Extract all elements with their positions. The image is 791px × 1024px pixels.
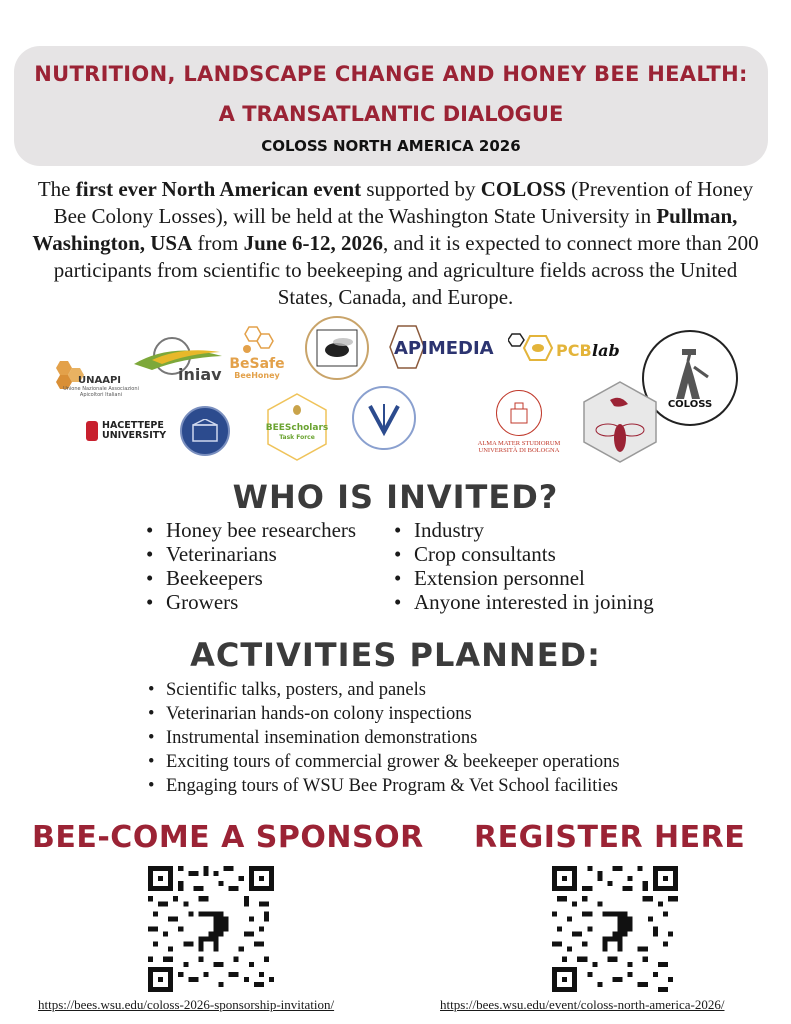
list-item: • Beekeepers [142,566,356,590]
list-item: • Extension personnel [390,566,654,590]
logo-beescholars [264,392,330,462]
logo-besafe-text: BeSafe [229,355,285,372]
logo-besafe [226,318,288,386]
logo-coloss-text: COLOSS [667,398,713,410]
sponsor-heading: BEE-COME A SPONSOR [32,820,424,855]
hacettepe-emblem-icon [86,421,98,441]
sponsor-qr-code[interactable] [148,866,274,992]
svg-text:BEEScholars: BEEScholars [265,423,329,433]
logo-hacettepe-text: HACETTEPE [102,420,164,431]
list-item: • Engaging tours of WSU Bee Program & Vet School facilities [146,774,620,798]
invited-list-col1 [142,518,356,614]
list-item: • Industry [390,518,654,542]
sponsor-link[interactable]: https://bees.wsu.edu/coloss-2026-sponsorship-invitation/ [38,997,335,1012]
logo-unaapi-sub: Unione Nazionale Associazioni Apicoltori Italiani [63,385,139,398]
activities-heading: ACTIVITIES PLANNED: [190,636,601,674]
list-item: • Honey bee researchers [142,518,356,542]
logo-apimedia [384,324,504,370]
event-title-line2: A TRANSATLANTIC DIALOGUE [218,102,564,126]
logo-bologna [474,382,564,462]
intro-bold-coloss: COLOSS [480,177,566,201]
intro-text: supported by [361,177,481,201]
intro-paragraph [24,176,767,311]
intro-text: (Prevention of Honey Bee Colony Losses), will be held at the Washington State University in [53,177,754,228]
partner-logos [40,310,780,470]
activities-list [146,678,620,798]
list-item: • Instrumental insemination demonstrations [146,726,620,750]
logo-bologna-sub: UNIVERSITÀ DI BOLOGNA [478,447,560,454]
list-item: • Growers [142,590,356,614]
header-banner [14,46,768,166]
logo-pcblab [508,330,628,364]
logo-veterinary-faculty [352,386,416,450]
intro-bold-event: first ever North American event [75,177,362,201]
bologna-seal-icon [496,390,542,436]
intro-text: , and it is expected to connect more than 200 participants from scientific to beekeeping and agriculture fields across the United States, Canada, and Europe. [53,231,759,309]
svg-text:iniav: iniav [178,365,222,384]
logo-bologna-text: ALMA MATER STUDIORUM [477,440,561,447]
colossus-statue-icon [660,347,720,403]
invited-list-col2 [390,518,654,614]
intro-bold-dates: June 6-12, 2026 [243,231,384,255]
event-subtitle: COLOSS NORTH AMERICA 2026 [261,137,521,155]
hexagon-bee-icon [237,325,277,357]
logo-hacettepe [86,416,176,446]
logo-university-zagreb [180,406,230,456]
intro-text: The [37,177,76,201]
logo-iniav [132,334,224,384]
svg-text:Task Force: Task Force [279,434,315,441]
list-item: • Scientific talks, posters, and panels [146,678,620,702]
list-item: • Anyone interested in joining [390,590,654,614]
logo-hacettepe-sub: UNIVERSITY [102,430,167,441]
logo-unaapi-text: UNAAPI [78,374,122,386]
event-title-line1: NUTRITION, LANDSCAPE CHANGE AND HONEY BEE HEALTH: [34,62,748,86]
register-link[interactable]: https://bees.wsu.edu/event/coloss-north-america-2026/ [440,997,725,1012]
list-item: • Veterinarians [142,542,356,566]
register-qr-code[interactable] [552,866,678,992]
register-heading: REGISTER HERE [474,820,746,855]
intro-text: from [192,231,244,255]
list-item: • Exciting tours of commercial grower & beekeeper operations [146,750,620,774]
logo-wa-beekeepers [305,316,369,380]
invited-heading: WHO IS INVITED? [232,478,559,516]
logo-besafe-sub: BeeHoney [234,370,280,380]
intro-bold-location: Pullman, Washington, USA [32,204,738,255]
svg-text:lab: lab [592,341,620,360]
svg-text:APIMEDIA: APIMEDIA [394,338,494,359]
logo-unaapi [52,350,142,406]
svg-text:PCB: PCB [556,341,592,360]
logo-wsu-bee-program [580,380,660,464]
list-item: • Crop consultants [390,542,654,566]
list-item: • Veterinarian hands-on colony inspections [146,702,620,726]
